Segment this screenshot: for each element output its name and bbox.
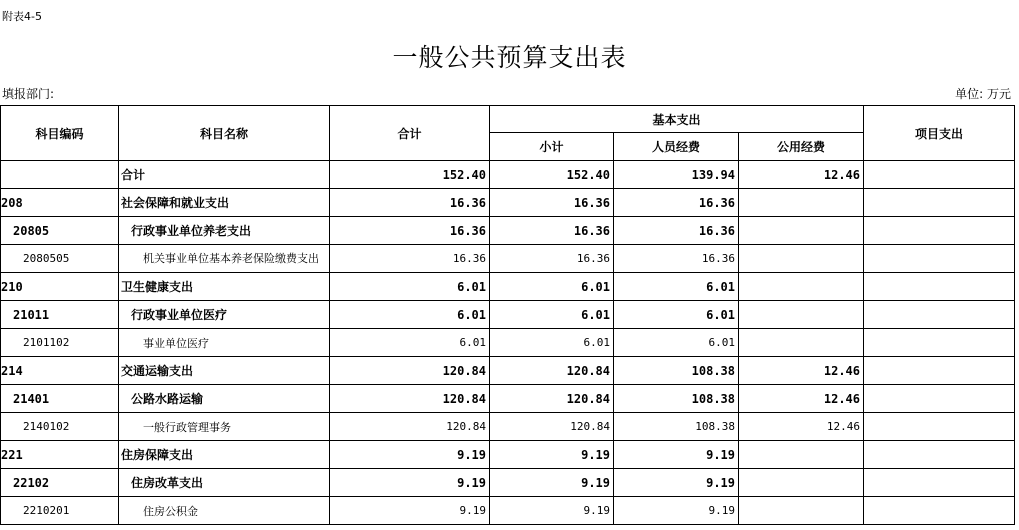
cell-subtotal: 120.84	[490, 357, 614, 385]
cell-code: 2140102	[1, 413, 119, 441]
col-header-project: 项目支出	[864, 106, 1015, 161]
col-header-subtotal: 小计	[490, 133, 614, 161]
cell-personnel: 16.36	[614, 217, 739, 245]
cell-code	[1, 161, 119, 189]
cell-code: 221	[1, 441, 119, 469]
cell-total: 9.19	[330, 441, 490, 469]
cell-subtotal: 16.36	[490, 217, 614, 245]
table-body	[1, 161, 1015, 525]
cell-project	[864, 245, 1015, 273]
cell-name: 交通运输支出	[119, 357, 330, 385]
cell-total: 16.36	[330, 217, 490, 245]
cell-public: 12.46	[739, 385, 864, 413]
cell-project	[864, 357, 1015, 385]
cell-code: 22102	[1, 469, 119, 497]
cell-subtotal: 9.19	[490, 469, 614, 497]
cell-code: 21401	[1, 385, 119, 413]
cell-personnel: 16.36	[614, 245, 739, 273]
cell-project	[864, 469, 1015, 497]
cell-code: 21011	[1, 301, 119, 329]
cell-total: 6.01	[330, 301, 490, 329]
table-row	[1, 217, 1015, 245]
cell-total: 152.40	[330, 161, 490, 189]
table-row	[1, 273, 1015, 301]
cell-subtotal: 120.84	[490, 413, 614, 441]
page-title: 一般公共预算支出表	[392, 43, 627, 72]
cell-total: 6.01	[330, 273, 490, 301]
cell-public	[739, 301, 864, 329]
cell-total: 120.84	[330, 357, 490, 385]
cell-name: 合计	[119, 161, 330, 189]
col-header-total: 合计	[330, 106, 490, 161]
cell-code: 208	[1, 189, 119, 217]
table-row	[1, 441, 1015, 469]
cell-total: 120.84	[330, 385, 490, 413]
cell-personnel: 108.38	[614, 413, 739, 441]
cell-subtotal: 16.36	[490, 189, 614, 217]
cell-project	[864, 497, 1015, 525]
cell-subtotal: 6.01	[490, 301, 614, 329]
cell-subtotal: 6.01	[490, 329, 614, 357]
cell-personnel: 139.94	[614, 161, 739, 189]
cell-subtotal: 9.19	[490, 497, 614, 525]
cell-personnel: 9.19	[614, 469, 739, 497]
col-header-basic: 基本支出	[490, 106, 864, 133]
cell-subtotal: 120.84	[490, 385, 614, 413]
cell-code: 214	[1, 357, 119, 385]
unit-label: 单位: 万元	[955, 87, 1011, 101]
table-row	[1, 385, 1015, 413]
cell-project	[864, 441, 1015, 469]
table-row	[1, 245, 1015, 273]
cell-total: 16.36	[330, 245, 490, 273]
cell-subtotal: 16.36	[490, 245, 614, 273]
cell-public	[739, 469, 864, 497]
table-row	[1, 413, 1015, 441]
cell-total: 16.36	[330, 189, 490, 217]
table-row	[1, 357, 1015, 385]
cell-project	[864, 329, 1015, 357]
cell-personnel: 108.38	[614, 385, 739, 413]
col-header-personnel: 人员经费	[614, 133, 739, 161]
cell-total: 9.19	[330, 497, 490, 525]
cell-personnel: 16.36	[614, 189, 739, 217]
cell-name: 住房保障支出	[119, 441, 330, 469]
cell-personnel: 9.19	[614, 441, 739, 469]
cell-name: 卫生健康支出	[119, 273, 330, 301]
cell-name: 社会保障和就业支出	[119, 189, 330, 217]
cell-public	[739, 497, 864, 525]
cell-code: 210	[1, 273, 119, 301]
cell-public	[739, 189, 864, 217]
table-row	[1, 497, 1015, 525]
cell-public	[739, 273, 864, 301]
cell-public: 12.46	[739, 357, 864, 385]
cell-name: 住房改革支出	[119, 469, 330, 497]
cell-code: 2080505	[1, 245, 119, 273]
cell-name: 行政事业单位养老支出	[119, 217, 330, 245]
table-row	[1, 189, 1015, 217]
cell-project	[864, 385, 1015, 413]
dept-label: 填报部门:	[2, 87, 55, 101]
cell-total: 6.01	[330, 329, 490, 357]
cell-name: 公路水路运输	[119, 385, 330, 413]
cell-personnel: 6.01	[614, 273, 739, 301]
cell-personnel: 108.38	[614, 357, 739, 385]
cell-subtotal: 6.01	[490, 273, 614, 301]
table-row	[1, 301, 1015, 329]
table-row	[1, 329, 1015, 357]
cell-personnel: 9.19	[614, 497, 739, 525]
cell-personnel: 6.01	[614, 301, 739, 329]
cell-public	[739, 441, 864, 469]
cell-name: 事业单位医疗	[119, 329, 330, 357]
cell-total: 120.84	[330, 413, 490, 441]
cell-name: 一般行政管理事务	[119, 413, 330, 441]
cell-project	[864, 413, 1015, 441]
col-header-public: 公用经费	[739, 133, 864, 161]
budget-table	[0, 105, 1015, 525]
cell-public	[739, 245, 864, 273]
cell-personnel: 6.01	[614, 329, 739, 357]
cell-project	[864, 273, 1015, 301]
cell-project	[864, 217, 1015, 245]
cell-public: 12.46	[739, 413, 864, 441]
cell-subtotal: 152.40	[490, 161, 614, 189]
cell-name: 住房公积金	[119, 497, 330, 525]
cell-total: 9.19	[330, 469, 490, 497]
col-header-code: 科目编码	[1, 106, 119, 161]
table-note: 附表4-5	[2, 10, 42, 23]
cell-project	[864, 189, 1015, 217]
table-row	[1, 161, 1015, 189]
cell-public: 12.46	[739, 161, 864, 189]
cell-project	[864, 301, 1015, 329]
cell-code: 2101102	[1, 329, 119, 357]
cell-name: 行政事业单位医疗	[119, 301, 330, 329]
cell-public	[739, 217, 864, 245]
cell-name: 机关事业单位基本养老保险缴费支出	[119, 245, 330, 273]
cell-code: 20805	[1, 217, 119, 245]
cell-project	[864, 161, 1015, 189]
cell-code: 2210201	[1, 497, 119, 525]
cell-public	[739, 329, 864, 357]
col-header-name: 科目名称	[119, 106, 330, 161]
table-row	[1, 469, 1015, 497]
cell-subtotal: 9.19	[490, 441, 614, 469]
